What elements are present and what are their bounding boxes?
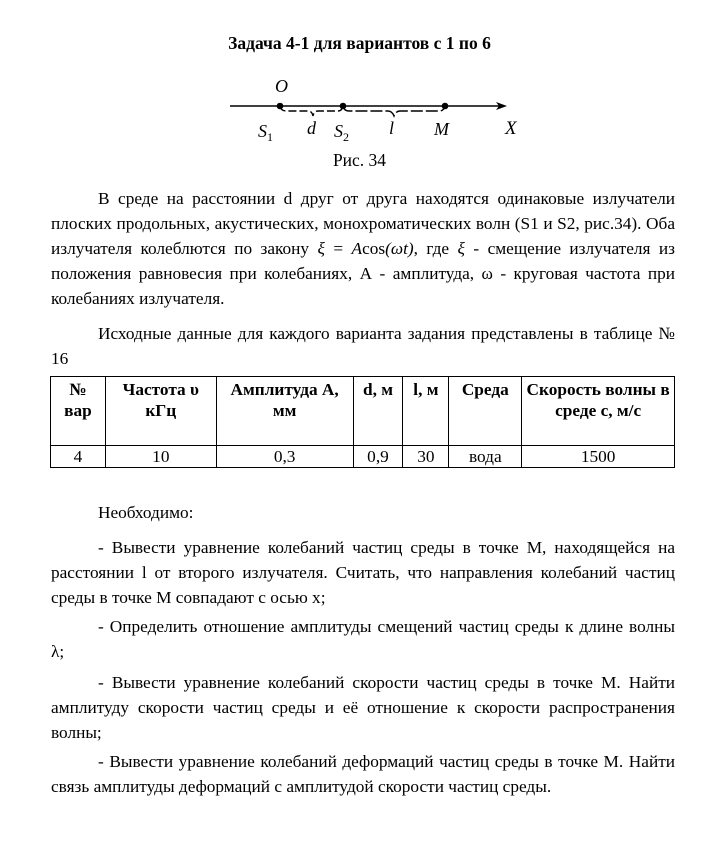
header-wave-speed: Скорость волны в среде с, м/с [522,377,675,446]
header-frequency: Частота υ кГц [105,377,216,446]
cell-medium: вода [449,446,522,468]
cell-d: 0,9 [353,446,403,468]
axis-diagram [220,75,540,155]
intro-text-3: - смещение излучателя из положения равновесия при колебаниях, А - амплитуда, ω - круговая частота при колебаниях излучателя. [51,239,675,308]
table-intro-paragraph [51,321,675,371]
cell-wave-speed: 1500 [522,446,675,468]
header-amplitude: Амплитуда А, мм [216,377,353,446]
cell-variant: 4 [51,446,106,468]
label-l: l [389,118,395,138]
figure-caption [0,150,719,171]
intro-text-1: В среде на расстоянии d друг от друга находятся одинаковые излучатели плоских продольных, акустических, монохроматических волн (S1 и S2, рис.34). Оба излучателя колеблются по закону [51,189,675,258]
cell-l: 30 [403,446,449,468]
task-text: - Вывести уравнение колебаний частиц среды в точке М, находящейся на расстоянии l от второго излучателя. Считать, что направления колебаний частиц среды в точке М совпадают с осью х; [51,538,675,607]
label-m: M [434,119,449,139]
label-x: X [505,118,517,139]
cell-frequency: 10 [105,446,216,468]
brace-l [343,106,445,116]
caption-text: Рис. 34 [332,150,387,170]
xi-symbol: ξ [457,239,465,258]
label-s2: $S_2$ [334,121,349,144]
required-heading [51,500,675,525]
label-d: d [307,118,316,138]
brace-d [280,106,343,116]
intro-paragraph [51,186,675,311]
header-medium: Среда [449,377,522,446]
label-s1: $S_1$ [258,121,273,144]
table-header-row [51,377,675,446]
task-item-1 [51,535,675,610]
task-item-2 [51,614,675,664]
task-title: Задача 4-1 для вариантов с 1 по 6 [228,33,491,53]
cell-amplitude: 0,3 [216,446,353,468]
label-origin: O [275,76,288,96]
task-text: - Определить отношение амплитуды смещений частиц среды к длине волны λ; [51,617,675,661]
required-heading-text: Необходимо: [98,503,194,522]
intro-text-2: , где [413,239,458,258]
header-variant: № вар [51,377,106,446]
header-d: d, м [353,377,403,446]
table-row [51,446,675,468]
oscillation-formula: ξ = Acos(ωt) [317,239,414,258]
task-item-4 [51,749,675,799]
table-intro-text: Исходные данные для каждого варианта задания представлены в таблице № 16 [51,324,675,368]
variant-data-table [50,376,675,468]
task-text: - Вывести уравнение колебаний скорости частиц среды в точке М. Найти амплитуду скорости частиц среды и её отношение к скорости распространения волны; [51,673,675,742]
header-l: l, м [403,377,449,446]
task-item-3 [51,670,675,745]
task-text: - Вывести уравнение колебаний деформаций частиц среды в точке М. Найти связь амплитуды деформаций с амплитудой скорости частиц среды. [51,752,675,796]
